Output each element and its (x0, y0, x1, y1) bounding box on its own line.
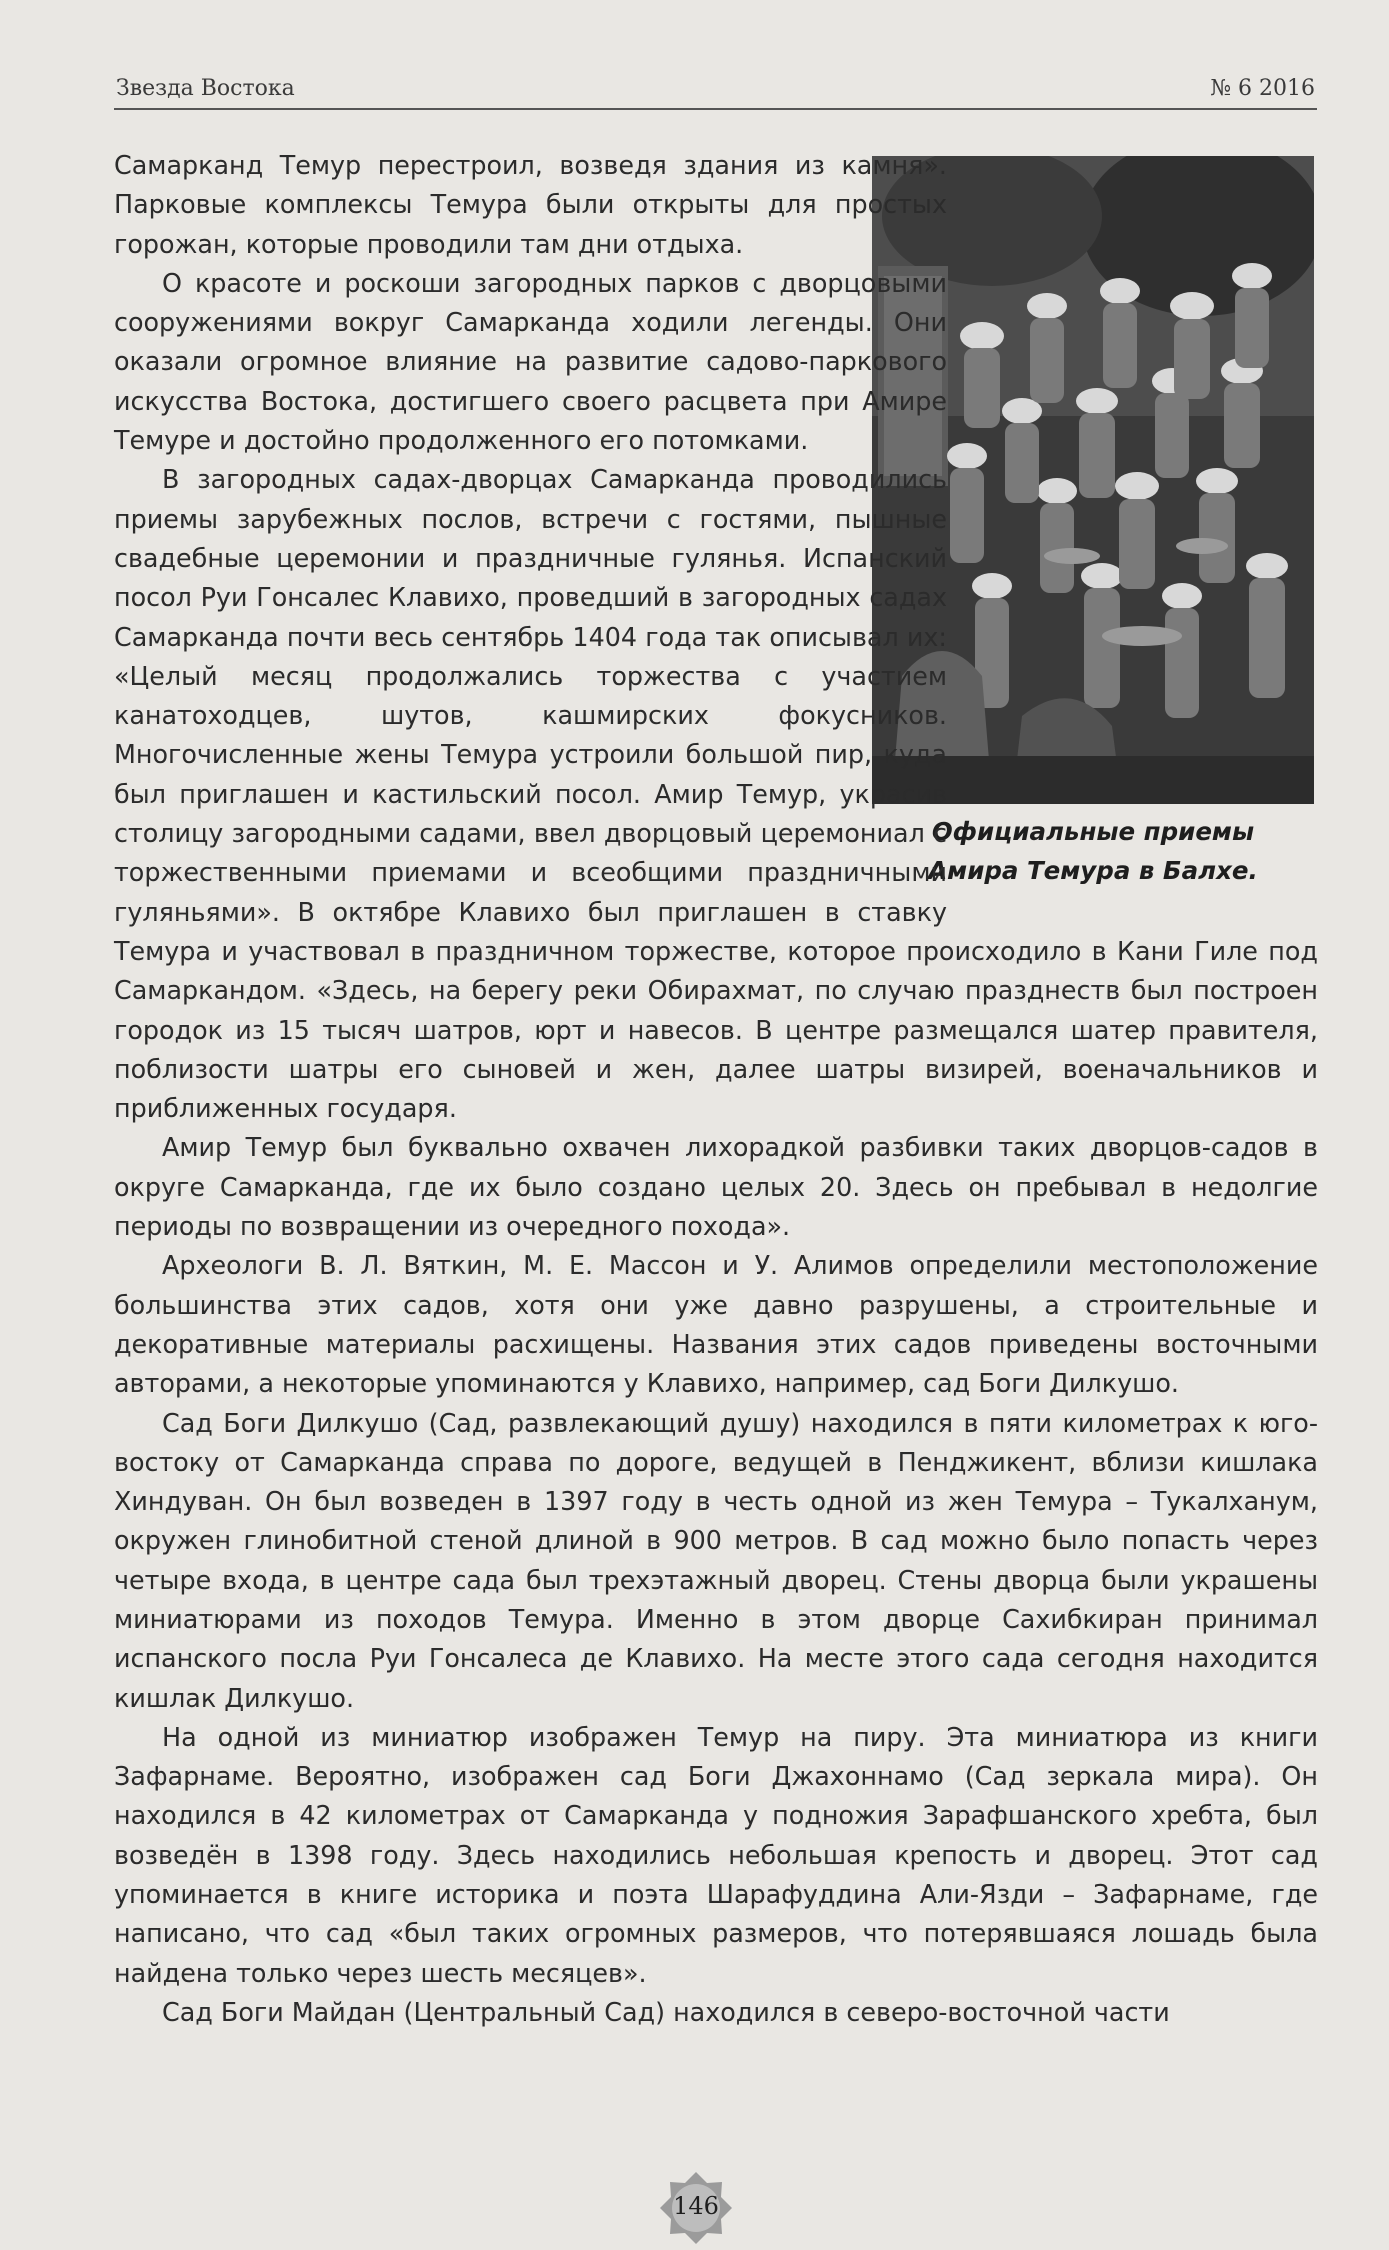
figure-spacer (957, 146, 1318, 896)
caption-line-1: Официальные приемы (931, 817, 1255, 846)
paragraph: В загородных садах-дворцах Самарканда проводились приемы зарубежных послов, встречи с гостями, пышные свадебные церемонии и праздничные гулянья. Испанский посол Руи Гонсалес Клавихо, проведший в загородных садах Самарканда почти весь сентябрь 1404 года так описывал их: «Целый месяц продолжались торжества с участием канатоходцев, шутов, кашмирских фокусников. Многочисленные жены Темура устроили большой пир, куда был приглашен и кастильский посол. Амир Темур, украсив столицу загородными садами, ввел дворцовый церемониал с торжественными приемами и всеобщими праздничными гуляньями». В октябре Клавихо был приглашен в ставку Темура и участвовал в праздничном торжестве, которое происходило в Кани Гиле под Самаркандом. «Здесь, на берегу реки Обирахмат, по случаю празднеств был построен городок из 15 тысяч шатров, юрт и навесов. В центре размещался шатер правителя, поблизости шатры его сыновей и жен, далее шатры визирей, военачальников и приближенных государя. (114, 464, 1318, 1124)
issue-number: № 6 2016 (1210, 76, 1315, 101)
paragraph: Археологи В. Л. Вяткин, М. Е. Массон и У. Алимов определили местоположение большинства этих садов, хотя они уже давно разрушены, а строительные и декоративные материалы расхищены. Названия этих садов приведены восточными авторами, а некоторые упоминаются у Клавихо, например, сад Боги Дилкушо. (114, 1250, 1318, 1399)
paragraph: Амир Темур был буквально охвачен лихорадкой разбивки таких дворцов-садов в округе Самарканда, где их было создано целых 20. Здесь он пребывал в недолгие периоды по возвращении из очередного похода». (114, 1132, 1318, 1242)
journal-title: Звезда Востока (116, 76, 295, 101)
paragraph: Самарканд Темур перестроил, возведя здания из камня». Парковые комплексы Темура были открыты для простых горожан, которые проводили там дни отдыха. (114, 150, 947, 259)
paragraph: О красоте и роскоши загородных парков с дворцовыми сооружениями вокруг Самарканда ходили легенды. Они оказали огромное влияние на развитие садово-паркового искусства Востока, достигшего своего расцвета при Амире Темуре и достойно продолженного его потомками. (114, 267, 947, 456)
article-body (114, 146, 1318, 2032)
page-number-badge (660, 2172, 732, 2244)
paragraph: На одной из миниатюр изображен Темур на пиру. Эта миниатюра из книги Зафарнаме. Вероятно, изображен сад Боги Джахоннамо (Сад зеркала мира). Он находился в 42 километрах от Самарканда у подножия Зарафшанского хребта, был возведён в 1398 году. Здесь находились небольшая крепость и дворец. Этот сад упоминается в книге историка и поэта Шарафуддина Али-Язди – Зафарнаме, где написано, что сад «был таких огромных размеров, что потерявшаяся лошадь была найдена только через шесть месяцев». (114, 1721, 1318, 1988)
page-number: 146 (673, 2192, 719, 2220)
caption-line-2: Амира Темура в Балхе. (928, 856, 1258, 885)
paragraph: Сад Боги Дилкушо (Сад, развлекающий душу) находился в пяти километрах к юго-востоку от Самарканда справа по дороге, ведущей в Пенджикент, вблизи кишлака Хиндуван. Он был возведен в 1397 году в честь одной из жен Темура – Тукалханум, окружен глинобитной стеной длиной в 900 метров. В сад можно было попасть через четыре входа, в центре сада был трехэтажный дворец. Стены дворца были украшены миниатюрами из походов Темура. Именно в этом дворце Сахибкиран принимал испанского посла Руи Гонсалеса де Клавихо. На месте этого сада сегодня находится кишлак Дилкушо. (114, 1407, 1318, 1713)
paragraph: Сад Боги Майдан (Центральный Сад) находился в северо-восточной части (162, 1996, 1170, 2027)
header-rule (114, 108, 1317, 110)
